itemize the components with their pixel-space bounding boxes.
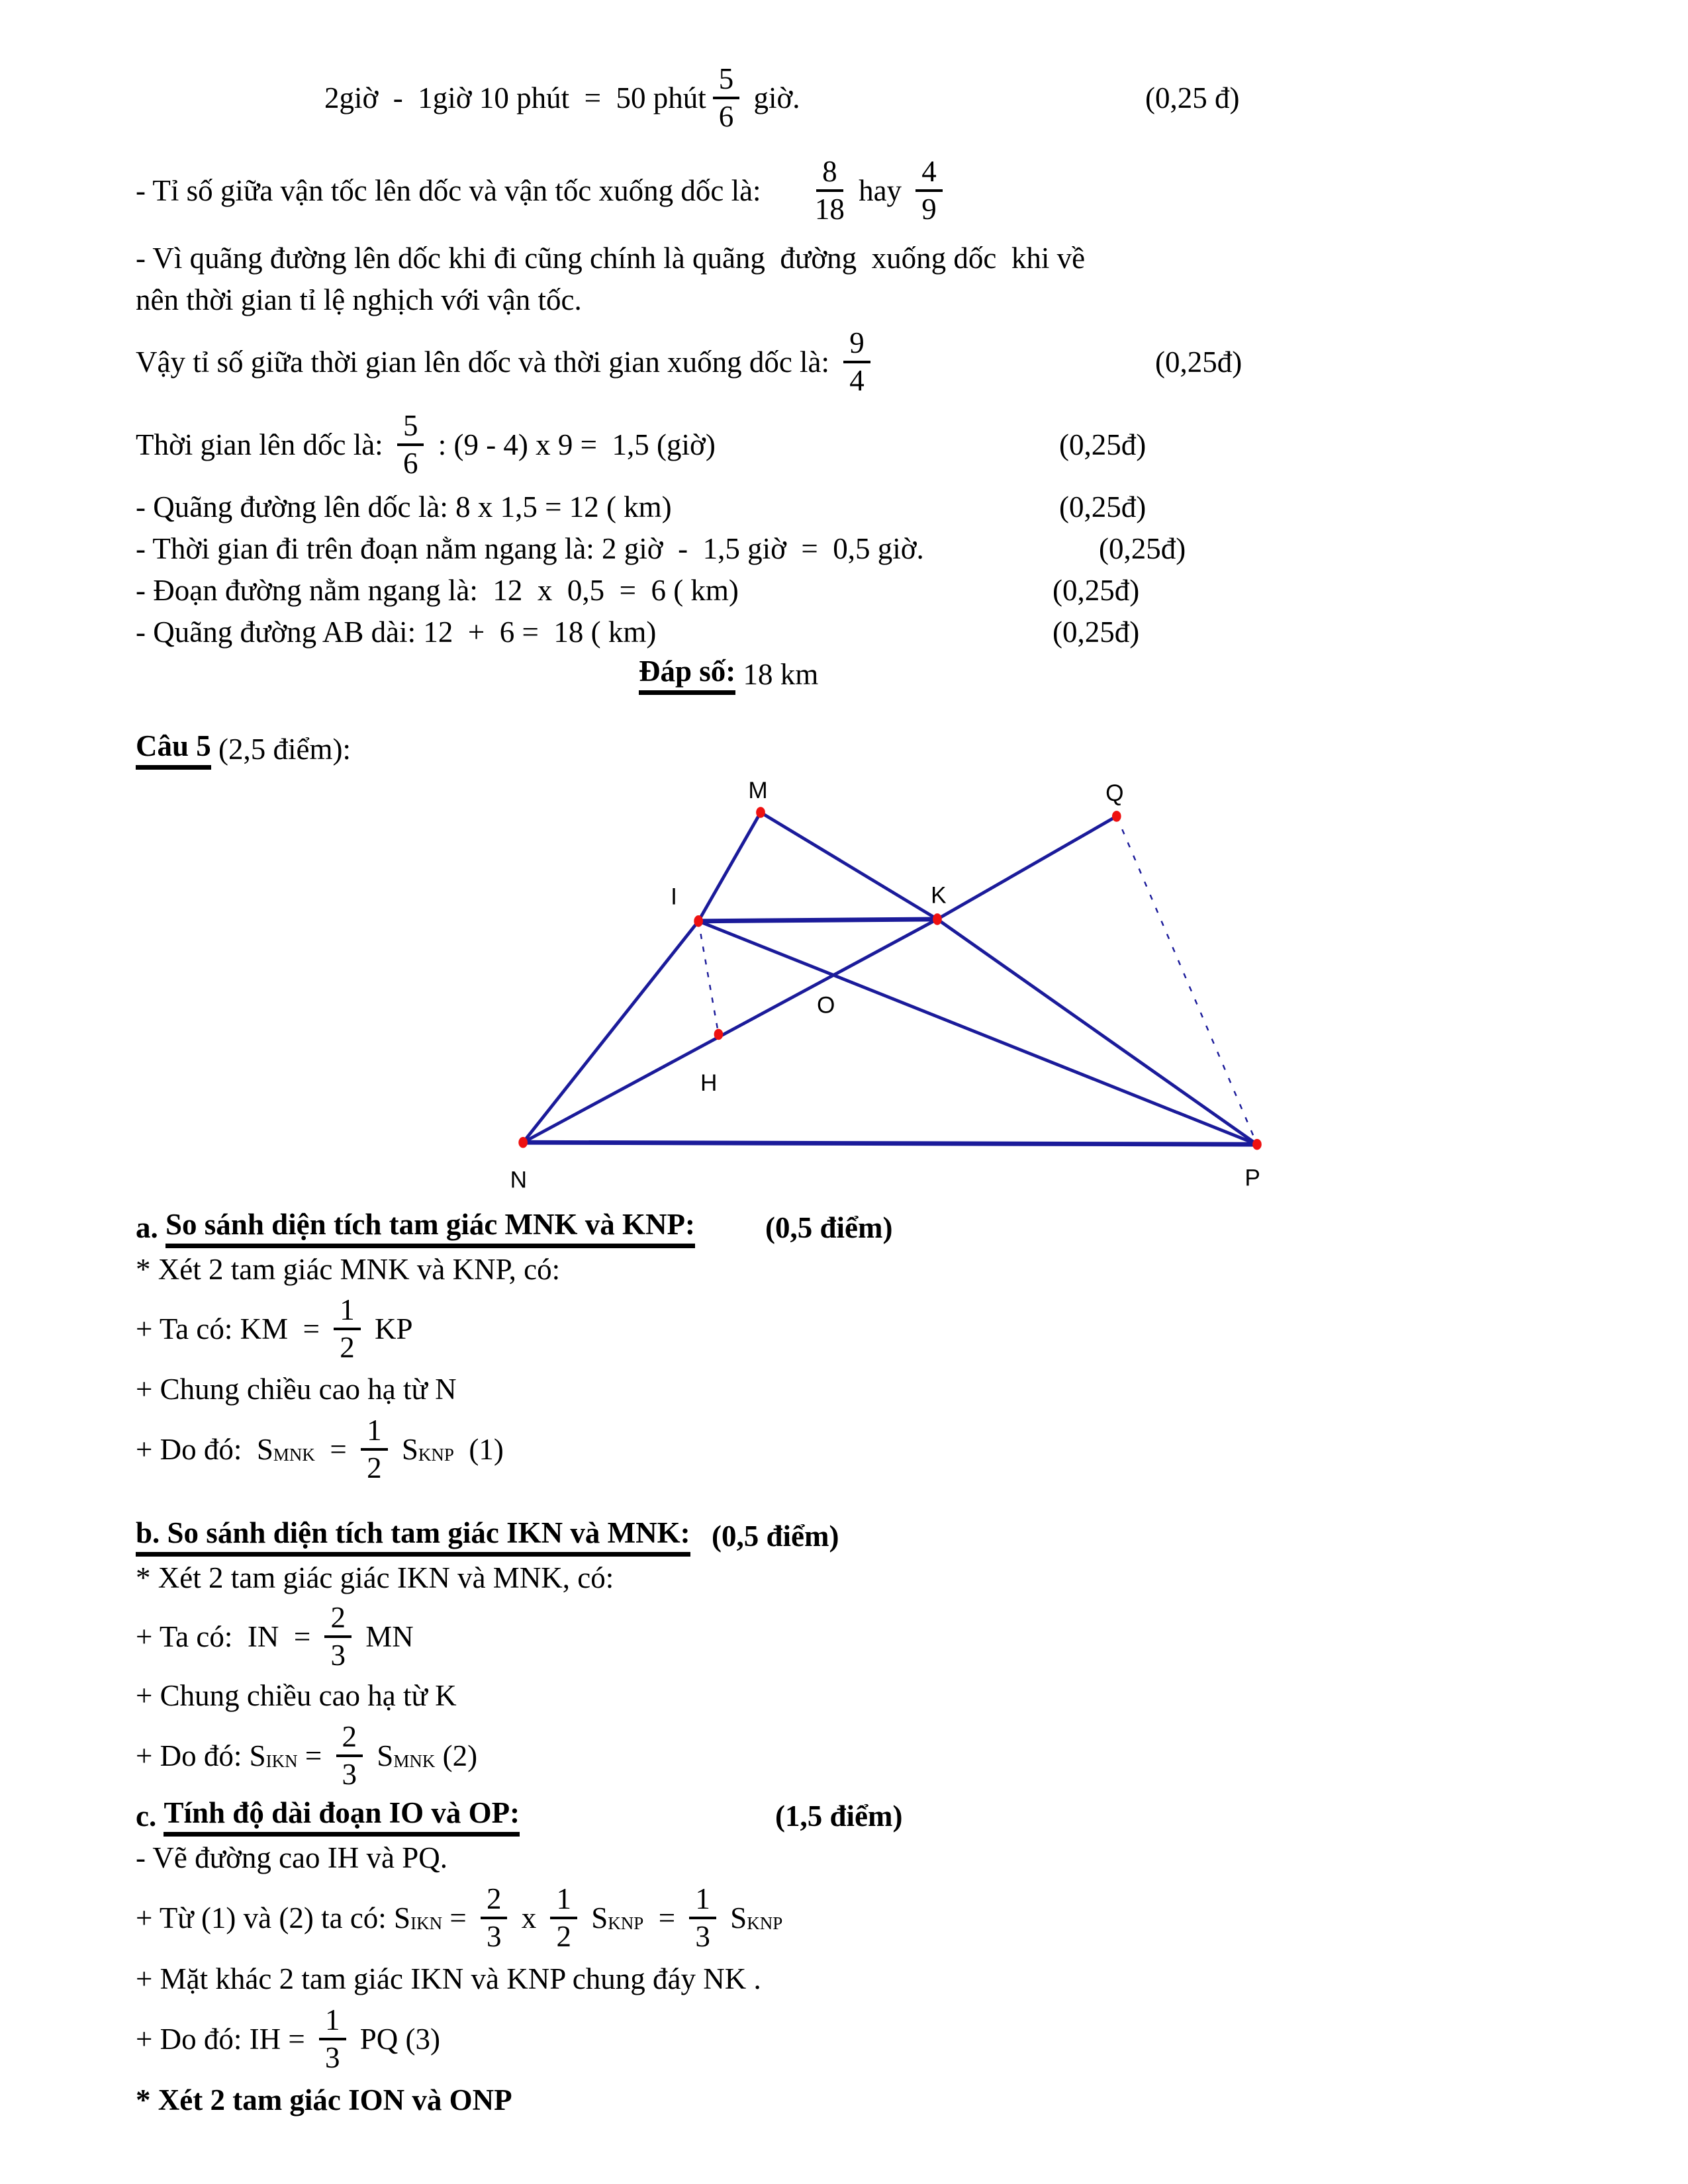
fraction [361,1414,388,1484]
segment-MK [761,813,937,919]
equation-text: PQ (3) [352,2023,440,2056]
fraction-numerator: 2 [336,1721,363,1757]
equation-text: + Do đó: IH = [136,2023,312,2056]
section-b-heading [136,1516,1622,1557]
point-label-O: O [817,992,835,1019]
equation-text: 2giờ - 1giờ 10 phút = 50 phút [324,81,706,114]
segment-KQ [937,816,1117,919]
fraction-denominator: 2 [340,1331,355,1364]
fraction-denominator: 3 [330,1638,346,1672]
fraction-denominator: 18 [814,193,845,226]
section-c-heading [136,1796,1622,1837]
fraction-denominator: 9 [921,193,937,226]
score-badge: (0,25đ) [1053,615,1140,649]
fraction-numerator: 8 [816,156,843,192]
equation-text: + Từ (1) và (2) ta có: S [136,1901,411,1934]
solution-line-flat-distance [136,569,1622,611]
statement-text: nên thời gian tỉ lệ nghịch với vận tốc. [136,283,582,316]
section-b-line-1 [136,1557,1622,1598]
point-dot-P [1252,1139,1262,1150]
section-c-line-2: + Từ (1) và (2) ta có: S $_{IKN}$ = $\frac{2}{3}$ x $\frac{1}{2}$ S $_{KNP}$ = $\frac{1}{3}$ S $_{KNP}$ [136,1882,783,1953]
equation-text: + Ta có: KM = [136,1312,328,1345]
statement-text: - Đoạn đường nằm ngang là: 12 x 0,5 = 6 ( km) [136,573,739,607]
solution-line-total-distance [136,611,1622,653]
solution-line-speed-ratio [136,144,1622,237]
solution-line-time [136,52,1622,144]
fraction-numerator: 5 [713,63,740,99]
equation-text: S [722,1901,747,1934]
question-number: Câu 5 [136,729,211,770]
fraction-denominator: 2 [367,1451,382,1484]
statement-text: + Mặt khác 2 tam giác IKN và KNP chung đáy NK . [136,1962,761,1995]
equation-text: KP [367,1312,413,1345]
score-badge: (0,5 điểm) [765,1211,893,1244]
segment-IP [698,921,1257,1144]
point-label-M: M [748,778,768,804]
equation-text: x [514,1901,544,1934]
section-a-line-2 [136,1290,1622,1368]
fraction [324,1602,352,1671]
solution-line-time-ratio [136,320,1622,403]
point-dot-K [933,913,942,925]
statement-text: Thời gian lên dốc là: [136,428,391,461]
solution-line-uphill-time [136,403,1622,486]
solution-line-reason-1 [136,237,1622,279]
statement-text: - Quãng đường lên dốc là: 8 x 1,5 = 12 ( km) [136,490,672,523]
section-c-line-3 [136,1958,1622,1999]
point-dot-Q [1112,811,1121,822]
equation-text: = [643,1901,683,1934]
equation-text: : (9 - 4) x 9 = 1,5 (giờ) [430,428,716,461]
fraction [815,156,845,225]
fraction [319,2004,346,2073]
fraction-denominator: 3 [486,1920,502,1953]
section-c-line-5 [136,2079,1622,2121]
fraction [713,63,740,132]
statement-text: Vậy tỉ số giữa thời gian lên dốc và thời gian xuống dốc là: [136,345,837,379]
statement-text: - Thời gian đi trên đoạn nằm ngang là: 2 giờ - 1,5 giờ = 0,5 giờ. [136,531,924,565]
fraction-numerator: 2 [481,1883,508,1919]
answer-label: Đáp số: [639,654,735,695]
fraction-numerator: 1 [319,2004,346,2040]
score-badge: (0,25 đ) [1145,81,1240,114]
equation-text: S [583,1901,608,1934]
fraction-denominator: 6 [402,446,418,480]
equation-text: + Do đó: S [136,1433,273,1466]
section-a-line-3 [136,1368,1622,1410]
segment-NK [523,919,937,1142]
final-answer-line [136,653,1622,696]
equation-text: + Ta có: IN = [136,1619,318,1653]
statement-text: * Xét 2 tam giác giác IKN và MNK, có: [136,1561,614,1594]
equation-text: = [314,1433,355,1466]
equation-text: (2) [435,1739,478,1772]
fraction [336,1721,363,1790]
fraction-numerator: 1 [361,1414,388,1451]
section-title: So sánh diện tích tam giác MNK và KNP: [165,1207,695,1248]
statement-text: * Xét 2 tam giác ION và ONP [136,2083,512,2116]
segment-NP [523,1142,1257,1144]
point-label-K: K [931,882,947,909]
fraction [334,1294,361,1363]
section-title: Tính độ dài đoạn IO và OP: [164,1796,520,1837]
fraction [915,156,943,225]
geometry-diagram [430,770,1324,1207]
diagram-area [136,770,1622,1207]
section-c-line-4 [136,1999,1622,2079]
point-label-H: H [700,1070,718,1096]
statement-text: * Xét 2 tam giác MNK và KNP, có: [136,1252,561,1286]
equation-text: giờ. [746,81,800,114]
fraction-numerator: 1 [689,1883,716,1919]
segment-NI [523,921,698,1142]
fraction-numerator: 4 [915,156,943,192]
point-dot-H [714,1029,724,1040]
section-a-line-4: + Do đó: S $_{MNK}$ = $\frac{1}{2}$ S $_{KNP}$ (1) [136,1414,504,1484]
section-b-line-2 [136,1598,1622,1674]
question-points: (2,5 điểm): [211,733,351,766]
section-b-line-4: + Do đó: S $_{IKN}$ = $\frac{2}{3}$ S $_{MNK}$ (2) [136,1720,478,1791]
point-dot-N [518,1137,528,1148]
statement-text: - Vẽ đường cao IH và PQ. [136,1841,448,1874]
fraction-denominator: 3 [325,2041,340,2074]
section-b-line-3 [136,1674,1622,1716]
fraction-denominator: 3 [342,1758,357,1791]
section-c-line-1 [136,1837,1622,1878]
equation-text: = [297,1739,330,1772]
statement-text: - Quãng đường AB dài: 12 + 6 = 18 ( km) [136,615,657,649]
fraction [481,1883,508,1952]
equation-text: + Do đó: S [136,1739,266,1772]
fraction [843,327,870,396]
equation-text: = [442,1901,474,1934]
fraction-numerator: 5 [397,410,424,446]
solution-line-reason-2 [136,279,1622,320]
section-letter: c. [136,1799,164,1833]
statement-text: hay [851,174,910,207]
equation-text: S [369,1739,394,1772]
fraction-denominator: 4 [849,363,865,397]
equation-text: MN [357,1619,414,1653]
score-badge: (0,25đ) [1053,573,1140,607]
equation-text: (1) [453,1433,504,1466]
fraction-denominator: 2 [556,1920,571,1953]
statement-text: - Tỉ số giữa vận tốc lên dốc và vận tốc xuống dốc là: [136,174,769,207]
question-5-heading [136,728,1622,770]
altitude-IH-dashed [698,921,718,1034]
fraction-numerator: 1 [334,1294,361,1330]
score-badge: (0,25đ) [1059,490,1147,523]
fraction [550,1883,577,1952]
point-label-I: I [671,884,677,910]
segment-IK [698,919,937,921]
point-dot-I [694,915,703,927]
point-dot-M [756,807,765,818]
point-label-P: P [1244,1165,1260,1191]
fraction-numerator: 1 [550,1883,577,1919]
fraction-numerator: 2 [324,1602,352,1638]
segment-IM [698,813,761,921]
point-label-Q: Q [1105,780,1124,806]
section-letter: a. [136,1211,165,1244]
fraction [689,1883,716,1952]
section-a-line-1 [136,1248,1622,1290]
statement-text: - Vì quãng đường lên dốc khi đi cũng chính là quãng đường xuống dốc khi về [136,241,1086,275]
fraction-denominator: 3 [695,1920,710,1953]
score-badge: (1,5 điểm) [775,1799,903,1833]
fraction-denominator: 6 [718,100,734,133]
segment-KP [937,919,1257,1144]
statement-text: + Chung chiều cao hạ từ K [136,1678,457,1712]
solution-line-flat-time [136,527,1622,569]
section-title: b. So sánh diện tích tam giác IKN và MNK: [136,1516,690,1557]
score-badge: (0,25đ) [1099,531,1186,565]
score-badge: (0,25đ) [1155,345,1243,379]
fraction [397,410,424,479]
section-a-heading [136,1207,1622,1248]
solution-line-uphill-distance [136,486,1622,527]
answer-value: 18 km [735,658,819,691]
score-badge: (0,5 điểm) [712,1520,839,1553]
point-label-N: N [510,1167,528,1193]
score-badge: (0,25đ) [1059,428,1147,461]
fraction-numerator: 9 [843,327,870,363]
equation-text: S [394,1433,418,1466]
statement-text: + Chung chiều cao hạ từ N [136,1372,457,1406]
